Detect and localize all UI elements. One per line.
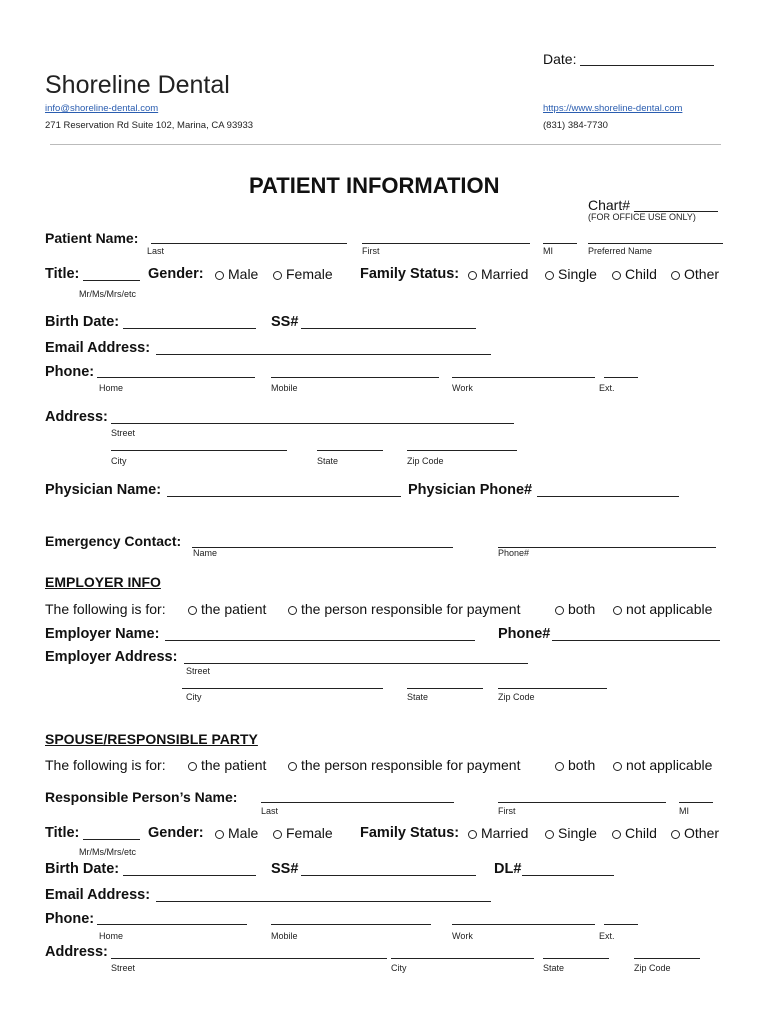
spouse-ss-field[interactable]	[301, 875, 476, 876]
mi-caption: MI	[543, 246, 553, 256]
spouse-opt-patient-label: the patient	[201, 757, 267, 773]
radio-circle-icon	[288, 606, 297, 615]
employer-heading: EMPLOYER INFO	[45, 574, 161, 590]
zip-caption: Zip Code	[407, 456, 444, 466]
responsible-mi-field[interactable]	[679, 802, 713, 803]
gender-female-label: Female	[286, 266, 333, 282]
employer-opt-responsible-label: the person responsible for payment	[301, 601, 521, 617]
spouse-family-single-label: Single	[558, 825, 597, 841]
birth-date-label: Birth Date:	[45, 314, 120, 330]
employer-phone-field[interactable]	[552, 640, 720, 641]
emergency-contact-label: Emergency Contact:	[45, 533, 182, 549]
radio-circle-icon	[613, 762, 622, 771]
responsible-last-name-field[interactable]	[261, 802, 454, 803]
spouse-work-caption: Work	[452, 931, 473, 941]
preferred-caption: Preferred Name	[588, 246, 653, 256]
responsible-last-caption: Last	[261, 806, 279, 816]
spouse-street-field[interactable]	[111, 958, 387, 959]
spouse-opt-responsible-label: the person responsible for payment	[301, 757, 521, 773]
date-field[interactable]	[580, 65, 714, 66]
family-married-label: Married	[481, 266, 529, 282]
spouse-dl-field[interactable]	[522, 875, 614, 876]
employer-opt-patient-radio[interactable]	[188, 601, 266, 617]
employer-opt-patient-label: the patient	[201, 601, 267, 617]
responsible-mi-caption: MI	[679, 806, 689, 816]
mobile-caption: Mobile	[271, 383, 298, 393]
email-label: Email Address:	[45, 340, 151, 356]
employer-state-caption: State	[407, 692, 429, 702]
radio-circle-icon	[545, 830, 554, 839]
state-caption: State	[317, 456, 339, 466]
spouse-opt-na-radio[interactable]	[613, 757, 712, 773]
spouse-birth-date-field[interactable]	[123, 875, 256, 876]
form-title: PATIENT INFORMATION	[249, 173, 500, 198]
employer-opt-na-label: not applicable	[626, 601, 713, 617]
employer-opt-both-radio[interactable]	[555, 601, 595, 617]
chart-note: (FOR OFFICE USE ONLY)	[588, 212, 696, 222]
home-caption: Home	[99, 383, 124, 393]
employer-street-caption: Street	[186, 666, 211, 676]
phone-home-field[interactable]	[97, 377, 255, 378]
employer-following-label: The following is for:	[45, 601, 166, 617]
physician-phone-label: Physician Phone#	[408, 482, 533, 498]
clinic-name: Shoreline Dental	[45, 71, 230, 99]
spouse-ss-label: SS#	[271, 861, 299, 877]
radio-circle-icon	[188, 762, 197, 771]
employer-zip-field[interactable]	[498, 688, 607, 689]
spouse-birth-date-label: Birth Date:	[45, 861, 120, 877]
patient-name-label: Patient Name:	[45, 230, 139, 246]
spouse-phone-ext-field[interactable]	[604, 924, 638, 925]
radio-circle-icon	[215, 830, 224, 839]
spouse-home-caption: Home	[99, 931, 124, 941]
spouse-title-hint: Mr/Ms/Mrs/etc	[79, 847, 136, 857]
radio-circle-icon	[288, 762, 297, 771]
employer-name-label: Employer Name:	[45, 626, 160, 642]
family-other-radio[interactable]	[671, 266, 719, 282]
address-label: Address:	[45, 409, 108, 425]
employer-street-field[interactable]	[184, 663, 528, 664]
radio-circle-icon	[215, 271, 224, 280]
responsible-first-caption: First	[498, 806, 516, 816]
physician-name-field[interactable]	[167, 496, 401, 497]
spouse-email-field[interactable]	[156, 901, 491, 902]
gender-female-radio[interactable]	[273, 266, 333, 282]
radio-circle-icon	[273, 271, 282, 280]
emergency-name-caption: Name	[193, 548, 218, 558]
employer-opt-responsible-radio[interactable]	[288, 601, 520, 617]
spouse-title-field[interactable]	[83, 839, 140, 840]
spouse-opt-na-label: not applicable	[626, 757, 713, 773]
ss-field[interactable]	[301, 328, 476, 329]
ss-label: SS#	[271, 314, 299, 330]
spouse-heading: SPOUSE/RESPONSIBLE PARTY	[45, 731, 258, 747]
radio-circle-icon	[671, 271, 680, 280]
employer-name-field[interactable]	[165, 640, 475, 641]
gender-male-radio[interactable]	[215, 266, 258, 282]
spouse-phone-work-field[interactable]	[452, 924, 595, 925]
spouse-state-field[interactable]	[543, 958, 609, 959]
employer-address-label: Employer Address:	[45, 649, 178, 665]
family-other-label: Other	[684, 266, 720, 282]
phone-ext-field[interactable]	[604, 377, 638, 378]
city-caption: City	[111, 456, 127, 466]
employer-opt-both-label: both	[568, 601, 596, 617]
clinic-phone: (831) 384-7730	[543, 120, 608, 131]
radio-circle-icon	[273, 830, 282, 839]
clinic-website-link[interactable]: https://www.shoreline-dental.com	[543, 103, 683, 114]
employer-phone-label: Phone#	[498, 626, 551, 642]
employer-zip-caption: Zip Code	[498, 692, 535, 702]
last-caption: Last	[147, 246, 165, 256]
radio-circle-icon	[671, 830, 680, 839]
employer-state-field[interactable]	[407, 688, 483, 689]
chart-label: Chart#	[588, 197, 631, 213]
spouse-ext-caption: Ext.	[599, 931, 615, 941]
spouse-opt-responsible-radio[interactable]	[288, 757, 520, 773]
spouse-phone-mobile-field[interactable]	[271, 924, 431, 925]
spouse-email-label: Email Address:	[45, 887, 151, 903]
patient-mi-field[interactable]	[543, 243, 577, 244]
title-hint: Mr/Ms/Mrs/etc	[79, 289, 136, 299]
radio-circle-icon	[555, 762, 564, 771]
spouse-gender-male-label: Male	[228, 825, 259, 841]
family-single-radio[interactable]	[545, 266, 597, 282]
street-caption: Street	[111, 428, 136, 438]
spouse-phone-label: Phone:	[45, 911, 95, 927]
header-divider	[50, 144, 721, 145]
clinic-email-link[interactable]: info@shoreline-dental.com	[45, 103, 159, 114]
spouse-city-caption: City	[391, 963, 407, 973]
address-state-field[interactable]	[317, 450, 383, 451]
spouse-street-caption: Street	[111, 963, 136, 973]
spouse-following-label: The following is for:	[45, 757, 166, 773]
title-field[interactable]	[83, 280, 140, 281]
work-caption: Work	[452, 383, 473, 393]
spouse-gender-female-radio[interactable]	[273, 825, 333, 841]
radio-circle-icon	[468, 830, 477, 839]
spouse-family-single-radio[interactable]	[545, 825, 597, 841]
radio-circle-icon	[188, 606, 197, 615]
radio-circle-icon	[613, 606, 622, 615]
family-status-label: Family Status:	[360, 266, 460, 282]
responsible-name-label: Responsible Person’s Name:	[45, 789, 238, 805]
physician-name-label: Physician Name:	[45, 482, 162, 498]
ext-caption: Ext.	[599, 383, 615, 393]
email-field[interactable]	[156, 354, 491, 355]
spouse-zip-field[interactable]	[634, 958, 700, 959]
phone-mobile-field[interactable]	[271, 377, 439, 378]
spouse-family-other-radio[interactable]	[671, 825, 719, 841]
spouse-zip-caption: Zip Code	[634, 963, 671, 973]
spouse-opt-both-label: both	[568, 757, 596, 773]
title-label: Title:	[45, 266, 80, 282]
spouse-phone-home-field[interactable]	[97, 924, 247, 925]
radio-circle-icon	[545, 271, 554, 280]
patient-preferred-name-field[interactable]	[588, 243, 723, 244]
spouse-mobile-caption: Mobile	[271, 931, 298, 941]
date-label: Date:	[543, 51, 577, 67]
radio-circle-icon	[468, 271, 477, 280]
radio-circle-icon	[612, 271, 621, 280]
employer-opt-na-radio[interactable]	[613, 601, 712, 617]
phone-work-field[interactable]	[452, 377, 595, 378]
employer-city-field[interactable]	[182, 688, 383, 689]
family-single-label: Single	[558, 266, 597, 282]
emergency-name-field[interactable]	[192, 547, 453, 548]
spouse-family-child-radio[interactable]	[612, 825, 657, 841]
address-street-field[interactable]	[111, 423, 514, 424]
first-caption: First	[362, 246, 380, 256]
emergency-phone-caption: Phone#	[498, 548, 530, 558]
emergency-phone-field[interactable]	[498, 547, 716, 548]
family-child-label: Child	[625, 266, 657, 282]
clinic-address: 271 Reservation Rd Suite 102, Marina, CA 93933	[45, 120, 254, 131]
radio-circle-icon	[555, 606, 564, 615]
spouse-gender-label: Gender:	[148, 825, 204, 841]
spouse-opt-patient-radio[interactable]	[188, 757, 266, 773]
spouse-family-other-label: Other	[684, 825, 720, 841]
gender-label: Gender:	[148, 266, 204, 282]
patient-last-name-field[interactable]	[151, 243, 347, 244]
responsible-first-name-field[interactable]	[498, 802, 666, 803]
address-zip-field[interactable]	[407, 450, 517, 451]
family-child-radio[interactable]	[612, 266, 657, 282]
patient-first-name-field[interactable]	[362, 243, 530, 244]
spouse-gender-male-radio[interactable]	[215, 825, 258, 841]
family-married-radio[interactable]	[468, 266, 528, 282]
employer-city-caption: City	[186, 692, 202, 702]
radio-circle-icon	[612, 830, 621, 839]
spouse-state-caption: State	[543, 963, 565, 973]
birth-date-field[interactable]	[123, 328, 256, 329]
spouse-family-status-label: Family Status:	[360, 825, 460, 841]
physician-phone-field[interactable]	[537, 496, 679, 497]
address-city-field[interactable]	[111, 450, 287, 451]
spouse-family-married-radio[interactable]	[468, 825, 528, 841]
spouse-dl-label: DL#	[494, 861, 522, 877]
spouse-city-field[interactable]	[391, 958, 534, 959]
phone-label: Phone:	[45, 364, 95, 380]
spouse-family-child-label: Child	[625, 825, 657, 841]
spouse-opt-both-radio[interactable]	[555, 757, 595, 773]
spouse-address-label: Address:	[45, 944, 108, 960]
spouse-title-label: Title:	[45, 825, 80, 841]
spouse-family-married-label: Married	[481, 825, 529, 841]
gender-male-label: Male	[228, 266, 259, 282]
spouse-gender-female-label: Female	[286, 825, 333, 841]
